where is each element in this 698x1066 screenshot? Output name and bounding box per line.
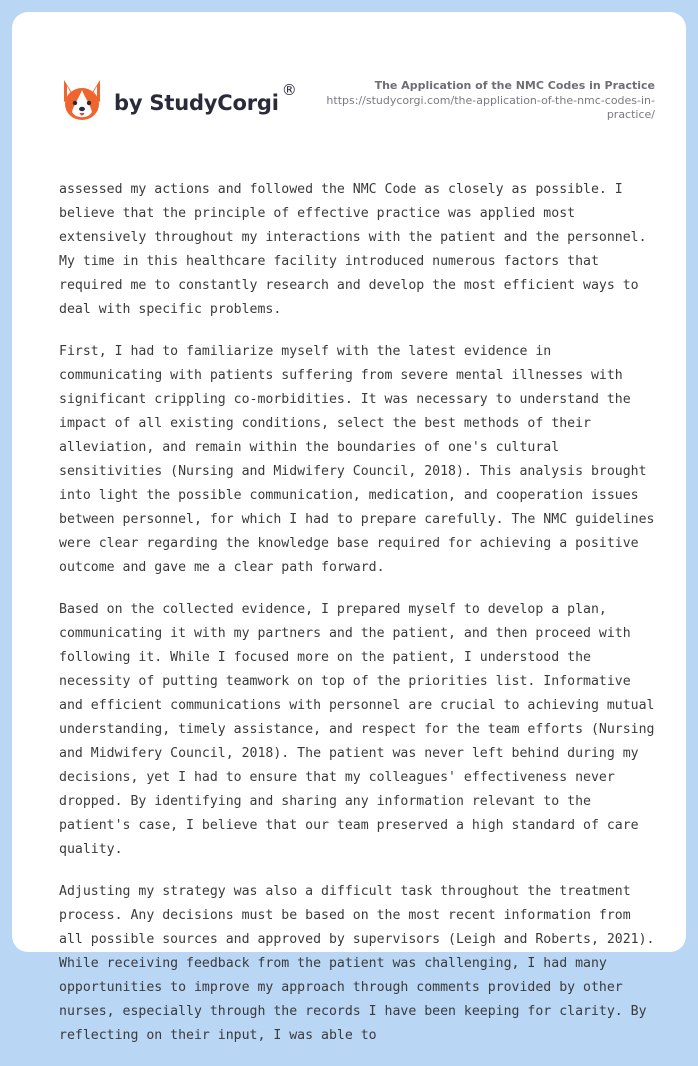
corgi-icon (60, 76, 104, 124)
document-url[interactable]: https://studycorgi.com/the-application-of-the-nmc-codes-in-practice/ (326, 94, 655, 121)
registered-mark: ® (281, 81, 297, 99)
paragraph: assessed my actions and followed the NMC Code as closely as possible. I believe that the principle of effective practice was applied most extensively throughout my interactions with the patient and the personnel. My time in this healthcare facility introduced numerous factors that required me to constantly research and develop the most efficient ways to deal with specific problems. (59, 182, 647, 317)
page-header (12, 12, 686, 162)
paragraph: First, I had to familiarize myself with the latest evidence in communicating with patients suffering from severe mental illnesses with significant crippling co-morbidities. It was necessary to understand the impact of all existing conditions, select the best methods of their alleviation, and remain within the boundaries of one's cultural sensitivities (Nursing and Midwifery Council, 2018). This analysis brought into light the possible communication, medication, and cooperation issues between personnel, for which I had to prepare carefully. The NMC guidelines were clear regarding the knowledge base required for achieving a positive outcome and gave me a clear path forward. (59, 344, 655, 575)
document-title: The Application of the NMC Codes in Practice (374, 79, 655, 92)
paragraph: Based on the collected evidence, I prepared myself to develop a plan, communicating it with my partners and the patient, and then proceed with following it. While I focused more on the patient, I understood the necessity of putting teamwork on top of the priorities list. Informative and efficient communications with personnel are crucial to achieving mutual understanding, timely assistance, and respect for the team efforts (Nursing and Midwifery Council, 2018). The patient was never left behind during my decisions, yet I had to ensure that my colleagues' effectiveness never dropped. By identifying and sharing any information relevant to the patient's case, I believe that our team preserved a high standard of care quality. (59, 602, 655, 857)
document-meta (295, 79, 655, 122)
studycorgi-logo[interactable] (60, 76, 297, 124)
document-page (12, 12, 686, 1043)
paragraph: Adjusting my strategy was also a difficult task throughout the treatment process. Any decisions must be based on the most recent information from all possible sources and approved by supervisors (Leigh and Roberts, 2021). While receiving feedback from the patient was challenging, I had many opportunities to improve my approach through comments provided by other nurses, especially through the records I have been keeping for clarity. By reflecting on their input, I was able to (59, 884, 655, 1043)
logo-text: by StudyCorgi (114, 91, 279, 115)
essay-body (59, 178, 659, 1066)
